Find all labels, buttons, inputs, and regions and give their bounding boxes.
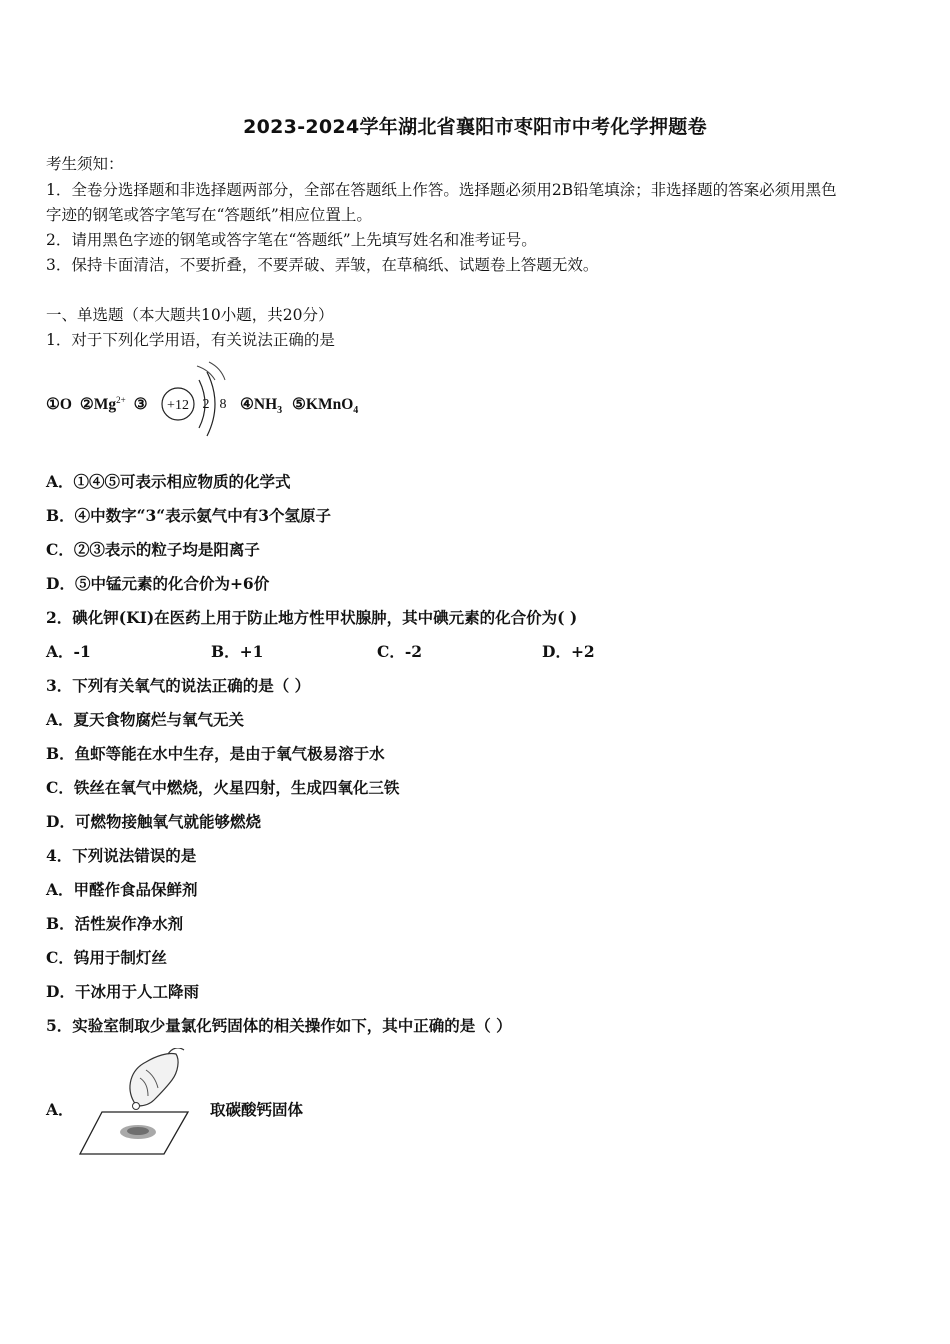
question-4-stem: 4．下列说法错误的是 xyxy=(46,846,197,865)
notice-item-1-line-2: 字迹的钢笔或答字笔写在“答题纸”相应位置上。 xyxy=(46,206,372,224)
question-3-option-d: D．可燃物接触氧气就能够燃烧 xyxy=(46,812,261,831)
question-3-option-c: C．铁丝在氧气中燃烧，火星四射，生成四氧化三铁 xyxy=(46,778,400,797)
question-2-stem: 2．碘化钾(KI)在医药上用于防止地方性甲状腺肿，其中碘元素的化合价为( ) xyxy=(46,608,578,627)
notice-heading: 考生须知： xyxy=(46,155,124,173)
question-5-option-a-label: A． xyxy=(46,1100,74,1119)
notice-item-1-line-1: 1．全卷分选择题和非选择题两部分，全部在答题纸上作答。选择题必须用2B铅笔填涂；非选择题的答案必须用黑色 xyxy=(46,181,837,199)
shell-1-electrons: 2 xyxy=(202,397,210,412)
formula-3-label: ③ xyxy=(133,396,148,414)
question-5-stem: 5．实验室制取少量氯化钙固体的相关操作如下，其中正确的是（ ） xyxy=(46,1016,512,1035)
formula-5: ⑤KMnO$_4$ xyxy=(292,396,359,417)
question-2-option-d: D．+2 xyxy=(542,642,595,661)
question-1-option-b: B．④中数字“3“表示氨气中有3个氢原子 xyxy=(46,506,332,525)
question-1-formulas-right xyxy=(240,395,358,416)
formula-4: $④NH_3$ xyxy=(240,396,283,417)
nucleus-charge: +12 xyxy=(167,398,189,413)
question-4-option-d: D．干冰用于人工降雨 xyxy=(46,982,199,1001)
question-3-option-b: B．鱼虾等能在水中生存，是由于氧气极易溶于水 xyxy=(46,744,385,763)
question-1-stem: 1．对于下列化学用语，有关说法正确的是 xyxy=(46,331,335,349)
powder-core xyxy=(127,1127,149,1135)
shell-arc-top-2 xyxy=(209,362,225,380)
mg-ion-structure-diagram xyxy=(157,358,237,442)
question-2-option-b: B．+1 xyxy=(211,642,264,661)
question-2-option-a: A．-1 xyxy=(46,642,91,661)
exam-title: 2023-2024学年湖北省襄阳市枣阳市中考化学押题卷 xyxy=(243,116,707,138)
question-2-option-c: C．-2 xyxy=(377,642,423,661)
question-1-formulas xyxy=(46,395,147,414)
question-4-option-c: C．钨用于制灯丝 xyxy=(46,948,167,967)
question-4-option-a: A．甲醛作食品保鲜剂 xyxy=(46,880,198,899)
notice-item-2: 2．请用黑色字迹的钢笔或答字笔在“答题纸”上先填写姓名和准考证号。 xyxy=(46,231,537,249)
fingertip xyxy=(133,1103,140,1110)
notice-item-3: 3．保持卡面清洁，不要折叠，不要弄破、弄皱，在草稿纸、试题卷上答题无效。 xyxy=(46,256,599,274)
question-1-option-c: C．②③表示的粒子均是阳离子 xyxy=(46,540,260,559)
question-4-option-b: B．活性炭作净水剂 xyxy=(46,914,184,933)
question-3-option-a: A．夏天食物腐烂与氧气无关 xyxy=(46,710,245,729)
hand-shape xyxy=(130,1053,178,1106)
section-heading: 一、单选题（本大题共10小题，共20分） xyxy=(46,306,334,324)
shell-2-electrons: 8 xyxy=(219,397,227,412)
hand-taking-solid-illustration xyxy=(76,1048,194,1160)
shell-arc-top-1 xyxy=(197,366,215,380)
question-5-option-a-text: 取碳酸钙固体 xyxy=(210,1100,304,1119)
question-3-stem: 3．下列有关氧气的说法正确的是（ ） xyxy=(46,676,311,695)
formula-1: ①O xyxy=(46,396,72,414)
question-1-option-d: D．⑤中锰元素的化合价为+6价 xyxy=(46,574,270,593)
question-1-option-a: A．①④⑤可表示相应物质的化学式 xyxy=(46,472,291,491)
formula-2: $②Mg^{2+}$ xyxy=(79,395,126,414)
